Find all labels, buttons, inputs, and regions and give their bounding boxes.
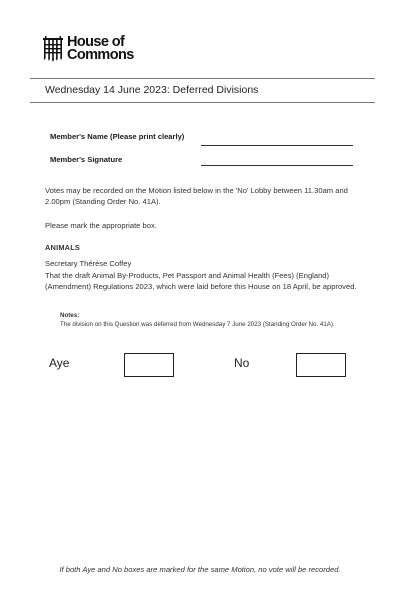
header-top-rule: [30, 78, 375, 79]
logo-wordmark: [67, 36, 134, 62]
intro-paragraph: Votes may be recorded on the Motion listed below in the 'No' Lobby between 11.30am and 2.00pm (Standing Order No. 41A).: [45, 186, 348, 206]
page-title: Wednesday 14 June 2023: Deferred Divisions: [45, 84, 259, 96]
notes-text: The division on this Question was deferred from Wednesday 7 June 2023 (Standing Order No. 41A).: [60, 321, 335, 328]
no-label: No: [234, 356, 250, 370]
portcullis-icon: [42, 36, 64, 62]
member-name-line[interactable]: [201, 145, 353, 146]
motion-speaker: Secretary Thérèse Coffey: [45, 259, 132, 268]
logo-line-1: House of: [67, 34, 125, 50]
member-signature-label: Member's Signature: [50, 155, 123, 164]
member-name-label: Member's Name (Please print clearly): [50, 132, 185, 141]
header-bottom-rule: [30, 102, 375, 103]
notes-heading: Notes:: [60, 312, 80, 319]
motion-text: That the draft Animal By-Products, Pet Passport and Animal Health (Fees) (England) (Amendment) Regulations 2023, which were laid before this House on 18 April, be approved.: [45, 271, 357, 291]
house-of-commons-logo: [42, 36, 134, 62]
aye-box[interactable]: [124, 353, 174, 377]
logo-line-2: Commons: [67, 47, 134, 63]
section-heading: ANIMALS: [45, 243, 81, 252]
member-signature-line[interactable]: [201, 165, 353, 166]
instruction-text: Please mark the appropriate box.: [45, 221, 157, 230]
aye-label: Aye: [49, 356, 70, 370]
footer-note: If both Aye and No boxes are marked for the same Motion, no vote will be recorded.: [59, 565, 341, 574]
no-box[interactable]: [296, 353, 346, 377]
